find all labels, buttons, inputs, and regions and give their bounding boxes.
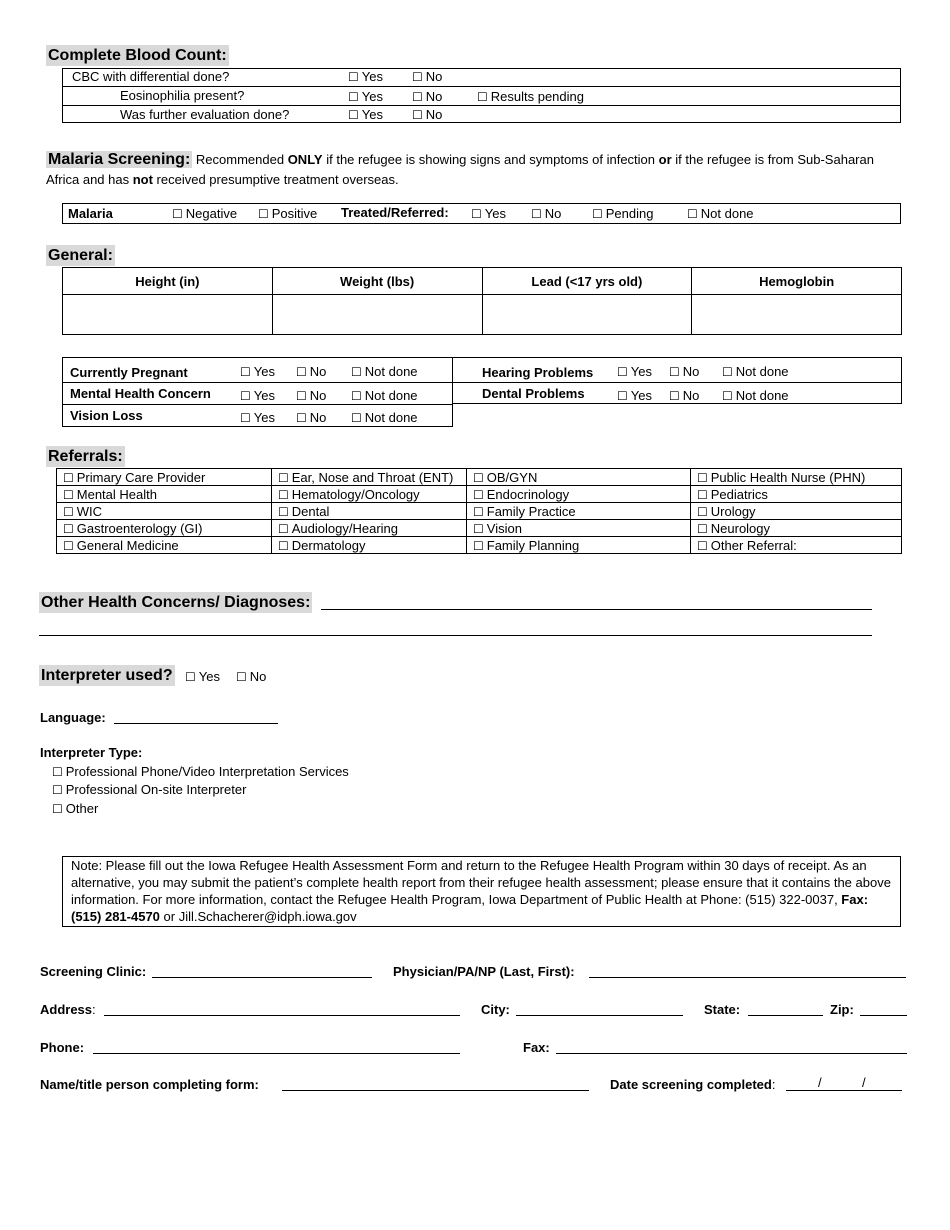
address-label-group [40, 1002, 96, 1017]
referral-family-planning-checkbox[interactable]: ☐ Family Planning [467, 537, 691, 554]
pregnant-no-checkbox[interactable]: ☐ No [296, 364, 326, 379]
cbc-section-title: Complete Blood Count: [48, 47, 227, 64]
eosinophilia-label: Eosinophilia present? [120, 88, 245, 103]
height-input-cell[interactable] [63, 295, 273, 335]
hearing-label: Hearing Problems [482, 365, 594, 380]
interpreter-title: Interpreter used? [41, 667, 173, 684]
referral-urology-checkbox[interactable]: ☐ Urology [691, 503, 902, 520]
pregnant-not-done-checkbox[interactable]: ☐ Not done [351, 364, 418, 379]
phone-label: Phone: [40, 1040, 85, 1055]
interpreter-other-checkbox[interactable]: ☐ Other [52, 801, 98, 816]
clinic-line[interactable] [152, 977, 372, 978]
malaria-desc-only: ONLY [287, 152, 323, 167]
treated-referred-label: Treated/Referred: [341, 205, 449, 220]
name-title-line[interactable] [282, 1090, 589, 1091]
treated-yes-checkbox[interactable]: ☐ Yes [471, 206, 506, 221]
treated-no-checkbox[interactable]: ☐ No [531, 206, 561, 221]
date-slash-2: / [862, 1075, 866, 1090]
interpreter-yes-checkbox[interactable]: ☐ Yes [185, 669, 220, 684]
referral-primary-care-checkbox[interactable]: ☐ Primary Care Provider [57, 469, 272, 486]
hearing-yes-checkbox[interactable]: ☐ Yes [617, 364, 652, 379]
malaria-desc-or: or [658, 152, 672, 167]
note-box [62, 856, 901, 927]
hearing-no-checkbox[interactable]: ☐ No [669, 364, 699, 379]
zip-label: Zip: [830, 1002, 854, 1017]
referrals-section-title: Referrals: [48, 448, 123, 465]
dental-label: Dental Problems [482, 386, 585, 401]
vision-loss-no-checkbox[interactable]: ☐ No [296, 410, 326, 425]
vision-loss-label: Vision Loss [70, 408, 143, 423]
interpreter-phone-video-checkbox[interactable]: ☐ Professional Phone/Video Interpretation Services [52, 764, 349, 779]
clinic-label: Screening Clinic: [40, 964, 147, 979]
referral-other-checkbox[interactable]: ☐ Other Referral: [691, 537, 902, 554]
zip-line[interactable] [860, 1015, 907, 1016]
hearing-not-done-checkbox[interactable]: ☐ Not done [722, 364, 789, 379]
referral-neurology-checkbox[interactable]: ☐ Neurology [691, 520, 902, 537]
address-colon: : [92, 1002, 96, 1017]
language-label: Language: [40, 710, 106, 725]
referral-audiology-checkbox[interactable]: ☐ Audiology/Hearing [272, 520, 467, 537]
hemoglobin-input-cell[interactable] [692, 295, 902, 335]
cbc-row-label: CBC with differential done? [72, 69, 230, 84]
vision-loss-yes-checkbox[interactable]: ☐ Yes [240, 410, 275, 425]
referral-mental-health-checkbox[interactable]: ☐ Mental Health [57, 486, 272, 503]
date-slash-1: / [818, 1075, 822, 1090]
address-line[interactable] [104, 1015, 460, 1016]
malaria-section-title: Malaria Screening: [48, 151, 191, 168]
note-fax: Fax: (515) 281-4570 [71, 892, 869, 924]
state-label: State: [704, 1002, 741, 1017]
height-header: Height (in) [63, 268, 273, 295]
cbc-yes-checkbox[interactable]: ☐ Yes [348, 69, 383, 84]
pregnant-yes-checkbox[interactable]: ☐ Yes [240, 364, 275, 379]
address-label: Address [40, 1002, 93, 1017]
cbc-no-checkbox[interactable]: ☐ No [412, 69, 442, 84]
malaria-desc-1: Recommended [195, 152, 288, 167]
date-label: Date screening completed [610, 1077, 772, 1092]
further-eval-label: Was further evaluation done? [120, 107, 290, 122]
mental-health-yes-checkbox[interactable]: ☐ Yes [240, 388, 275, 403]
other-concerns-title: Other Health Concerns/ Diagnoses: [41, 594, 311, 611]
lead-input-cell[interactable] [482, 295, 692, 335]
interpreter-type-label: Interpreter Type: [40, 745, 143, 760]
further-eval-no-checkbox[interactable]: ☐ No [412, 107, 442, 122]
malaria-desc-3: if the refugee is from Sub-Saharan Africa and has [46, 152, 874, 187]
malaria-negative-checkbox[interactable]: ☐ Negative [172, 206, 237, 221]
referral-phn-checkbox[interactable]: ☐ Public Health Nurse (PHN) [691, 469, 902, 486]
malaria-desc-4: received presumptive treatment overseas. [152, 172, 399, 187]
state-line[interactable] [748, 1015, 823, 1016]
referral-endocrinology-checkbox[interactable]: ☐ Endocrinology [467, 486, 691, 503]
treated-not-done-checkbox[interactable]: ☐ Not done [687, 206, 754, 221]
general-section-title: General: [48, 247, 113, 264]
physician-line[interactable] [589, 977, 906, 978]
referral-obgyn-checkbox[interactable]: ☐ OB/GYN [467, 469, 691, 486]
referral-family-practice-checkbox[interactable]: ☐ Family Practice [467, 503, 691, 520]
weight-header: Weight (lbs) [272, 268, 482, 295]
referral-gi-checkbox[interactable]: ☐ Gastroenterology (GI) [57, 520, 272, 537]
dental-yes-checkbox[interactable]: ☐ Yes [617, 388, 652, 403]
eosinophilia-no-checkbox[interactable]: ☐ No [412, 89, 442, 104]
referral-ent-checkbox[interactable]: ☐ Ear, Nose and Throat (ENT) [272, 469, 467, 486]
weight-input-cell[interactable] [272, 295, 482, 335]
malaria-desc-2: if the refugee is showing signs and symptoms of infection [322, 152, 659, 167]
referrals-table [56, 468, 902, 554]
fax-line[interactable] [556, 1053, 907, 1054]
mental-health-not-done-checkbox[interactable]: ☐ Not done [351, 388, 418, 403]
interpreter-onsite-checkbox[interactable]: ☐ Professional On-site Interpreter [52, 782, 246, 797]
referral-pediatrics-checkbox[interactable]: ☐ Pediatrics [691, 486, 902, 503]
hemoglobin-header: Hemoglobin [692, 268, 902, 295]
referral-dermatology-checkbox[interactable]: ☐ Dermatology [272, 537, 467, 554]
date-colon: : [771, 1077, 776, 1092]
referral-wic-checkbox[interactable]: ☐ WIC [57, 503, 272, 520]
lead-header: Lead (<17 yrs old) [482, 268, 692, 295]
malaria-desc-not: not [132, 172, 153, 187]
referral-hematology-checkbox[interactable]: ☐ Hematology/Oncology [272, 486, 467, 503]
city-label: City: [481, 1002, 510, 1017]
fax-label: Fax: [523, 1040, 550, 1055]
note-text-2: or Jill.Schacherer@idph.iowa.gov [159, 909, 357, 924]
name-title-label: Name/title person completing form: [40, 1077, 259, 1092]
date-label-group [610, 1077, 775, 1092]
malaria-positive-checkbox[interactable]: ☐ Positive [258, 206, 317, 221]
city-line[interactable] [516, 1015, 683, 1016]
general-measurements-table [62, 267, 902, 335]
eosinophilia-pending-checkbox[interactable]: ☐ Results pending [477, 89, 584, 104]
note-text-1: Note: Please fill out the Iowa Refugee Health Assessment Form and return to the Refugee Health Program within 30 days of receipt. As an alternative, you may submit the patient’s complete health report from their refugee health assessment; please ensure that it contains the above information. For more information, contact the Refugee Health Program, Iowa Department of Public Health at Phone: (515) 322-0037, [71, 858, 891, 907]
physician-label: Physician/PA/NP (Last, First): [393, 964, 575, 979]
mental-health-label: Mental Health Concern [70, 386, 211, 401]
treated-pending-checkbox[interactable]: ☐ Pending [592, 206, 653, 221]
malaria-row-label: Malaria [68, 206, 113, 221]
further-eval-yes-checkbox[interactable]: ☐ Yes [348, 107, 383, 122]
pregnant-label: Currently Pregnant [70, 365, 188, 380]
date-line[interactable] [786, 1090, 902, 1091]
language-line[interactable] [114, 723, 278, 724]
vision-loss-not-done-checkbox[interactable]: ☐ Not done [351, 410, 418, 425]
referral-vision-checkbox[interactable]: ☐ Vision [467, 520, 691, 537]
mental-health-no-checkbox[interactable]: ☐ No [296, 388, 326, 403]
other-concerns-line-2[interactable] [39, 635, 872, 636]
other-concerns-line-1[interactable] [321, 609, 872, 610]
referral-dental-checkbox[interactable]: ☐ Dental [272, 503, 467, 520]
eosinophilia-yes-checkbox[interactable]: ☐ Yes [348, 89, 383, 104]
malaria-description [46, 150, 896, 190]
interpreter-no-checkbox[interactable]: ☐ No [236, 669, 266, 684]
referral-general-medicine-checkbox[interactable]: ☐ General Medicine [57, 537, 272, 554]
dental-not-done-checkbox[interactable]: ☐ Not done [722, 388, 789, 403]
phone-line[interactable] [93, 1053, 460, 1054]
dental-no-checkbox[interactable]: ☐ No [669, 388, 699, 403]
